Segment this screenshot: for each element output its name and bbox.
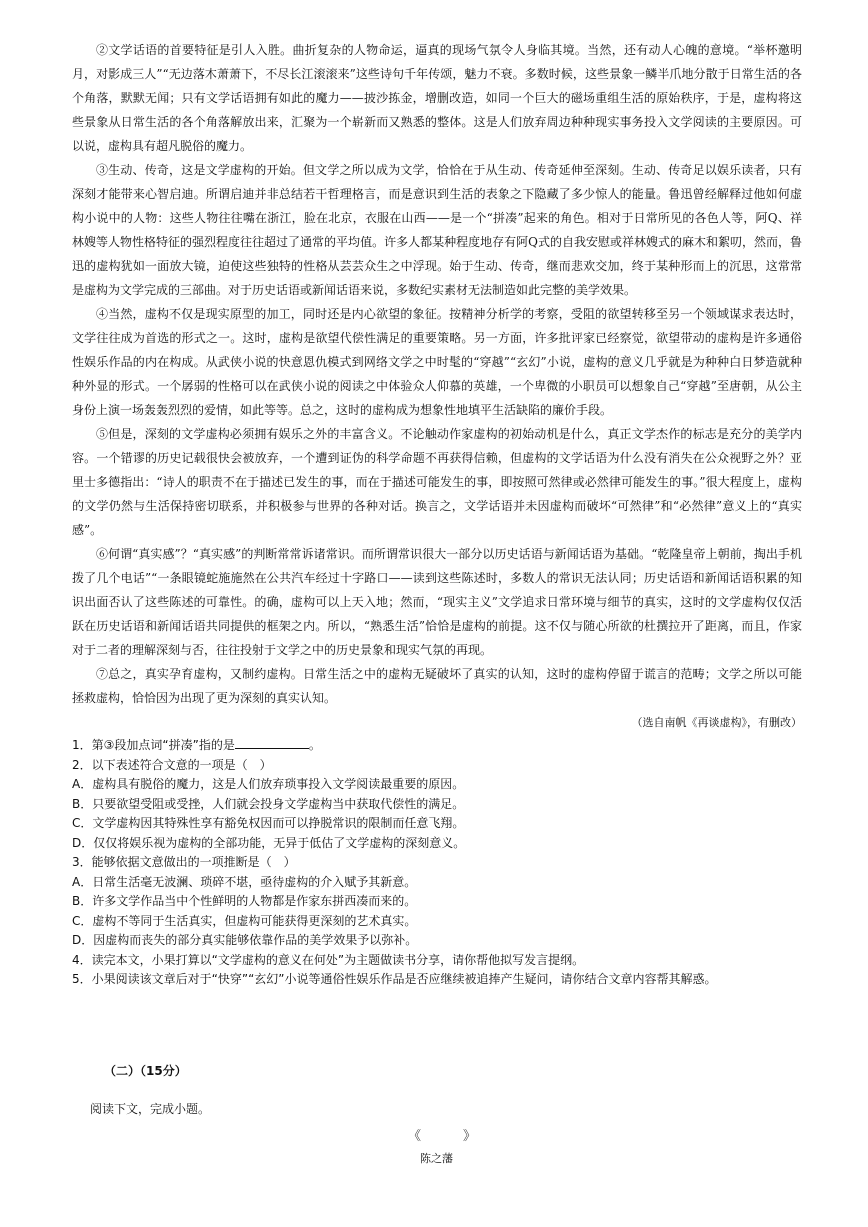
title-right-mark: 》 bbox=[463, 1129, 477, 1144]
question-2-option-d: D．仅仅将娱乐视为虚构的全部功能，无异于低估了文学虚构的深刻意义。 bbox=[72, 835, 466, 850]
paragraph-6: ⑥何谓“真实感”？“真实感”的判断常常诉诸常识。而所谓常识很大一部分以历史话语与新闻话语为基础。“乾隆皇帝上朝前，掏出手机拨了几个电话”“一条眼镜蛇施施然在公共汽车经过十字路口——读到这些陈述时，多数人的常识无法认同；历史话语和新闻话语积累的知识出面否认了这些陈述的可靠性。的确，虚构可以上天入地；然而，“现实主义”文学追求日常环境与细节的真实，这时的文学虚构仅仅活跃在历史话语和新闻话语共同提供的框架之内。所以，“熟悉生活”恰恰是虚构的前提。这不仅与随心所欲的杜撰拉开了距离，而且，作家对于二者的理解深刻与否，往往投射于文学之中的历史景象和现实气氛的再现。 bbox=[72, 547, 802, 657]
question-2-option-c: C．文学虚构因其特殊性享有豁免权因而可以挣脱常识的限制而任意飞翔。 bbox=[72, 816, 465, 830]
question-1 bbox=[72, 736, 802, 756]
question-3-option-c: C．虚构不等同于生活真实，但虚构可能获得更深刻的艺术真实。 bbox=[72, 913, 417, 928]
article-author: 陈之藩 bbox=[420, 1152, 453, 1165]
question-3-option-b: B．许多文学作品当中个性鲜明的人物都是作家东拼西凑而来的。 bbox=[72, 894, 417, 908]
title-left-mark: 《 bbox=[408, 1129, 422, 1144]
question-3-option-a: A．日常生活毫无波澜、琐碎不堪，亟待虚构的介入赋予其新意。 bbox=[72, 874, 417, 889]
section-2-instruction: 阅读下文，完成小题。 bbox=[90, 1102, 211, 1116]
question-1-end: 。 bbox=[308, 738, 321, 752]
question-2: 2．以下表述符合文意的一项是（ ） bbox=[72, 757, 272, 772]
question-3-option-d: D．因虚构而丧失的部分真实能够依靠作品的美学效果予以弥补。 bbox=[72, 933, 418, 947]
paragraph-5: ⑤但是，深刻的文学虚构必须拥有娱乐之外的丰富含义。不论触动作家虚构的初始动机是什么，真正文学杰作的标志是充分的美学内容。一个错谬的历史记载很快会被放弃，一个遭到证伪的科学命题不再获得信赖，但虚构的文学话语为什么没有消失在公众视野之外？亚里士多德指出：“诗人的职责不在于描述已发生的事，而在于描述可能发生的事，即按照可然律或必然律可能发生的事。”很大程度上，虚构的文学仍然与生活保持密切联系，并积极参与世界的各种对话。换言之，文学话语并未因虚构而破坏“可然律”和“必然律”意义上的“真实感”。 bbox=[72, 427, 802, 537]
question-3: 3．能够依据文意做出的一项推断是（ ） bbox=[72, 855, 296, 869]
question-2-option-a: A．虚构具有脱俗的魔力，这是人们放弃琐事投入文学阅读最重要的原因。 bbox=[72, 777, 465, 791]
paragraph-7: ⑦总之，真实孕育虚构，又制约虚构。日常生活之中的虚构无疑破坏了真实的认知，这时的虚构停留于谎言的范畴；文学之所以可能拯救虚构，恰恰因为出现了更为深刻的真实认知。 bbox=[72, 667, 802, 705]
question-5: 5．小果阅读该文章后对于“快穿”“玄幻”小说等通俗性娱乐作品是否应继续被追捧产生疑问，请你结合文章内容帮其解惑。 bbox=[72, 972, 717, 986]
question-1-text: 1．第③段加点词“拼凑”指的是 bbox=[72, 738, 235, 752]
paragraph-4: ④当然，虚构不仅是现实原型的加工，同时还是内心欲望的象征。按精神分析学的考察，受阻的欲望转移至另一个领域谋求表达时，文学往往成为首选的形式之一。这时，虚构是欲望代偿性满足的重要策略。另一方面，许多批评家已经察觉，欲望带动的虚构是许多通俗性娱乐作品的内在构成。从武侠小说的快意恩仇模式到网络文学之中时髦的“穿越”“玄幻”小说，虚构的意义几乎就是为种种白日梦造就种种外显的形式。一个孱弱的性格可以在武侠小说的阅读之中体验众人仰慕的英雄，一个卑微的小职员可以想象自己“穿越”至唐朝，从公主身份上演一场轰轰烈烈的爱情，如此等等。总之，这时的虚构成为想象性地填平生活缺陷的廉价手段。 bbox=[72, 307, 802, 417]
question-4: 4．读完本文，小果打算以“文学虚构的意义在何处”为主题做读书分享，请你帮他拟写发言提纲。 bbox=[72, 952, 585, 967]
paragraph-2: ②文学话语的首要特征是引人入胜。曲折复杂的人物命运，逼真的现场气氛令人身临其境。当然，还有动人心魄的意境。“举杯邀明月，对影成三人”“无边落木萧萧下，不尽长江滚滚来”这些诗句千年传颂，魅力不衰。多数时候，这些景象一鳞半爪地分散于日常生活的各个角落，默默无闻；只有文学话语拥有如此的魔力——披沙拣金，增删改造，如同一个巨大的磁场重组生活的原始秩序，于是，虚构将这些景象从日常生活的各个角落解放出来，汇聚为一个崭新而又熟悉的整体。这是人们放弃周边种种现实事务投入文学阅读的主要原因。可以说，虚构具有超凡脱俗的魔力。 bbox=[72, 43, 802, 153]
article-title bbox=[408, 1125, 476, 1144]
question-2-option-b: B．只要欲望受阻或受挫，人们就会投身文学虚构当中获取代偿性的满足。 bbox=[72, 796, 465, 811]
source-citation: （选自南帆《再谈虚构》，有删改） bbox=[631, 716, 802, 729]
question-list bbox=[72, 736, 802, 990]
document-page bbox=[72, 38, 802, 990]
answer-blank[interactable] bbox=[235, 736, 309, 749]
section-2-heading: （二）（15分） bbox=[104, 1064, 187, 1078]
paragraph-3: ③生动、传奇，这是文学虚构的开始。但文学之所以成为文学，恰恰在于从生动、传奇延伸至深刻。生动、传奇足以娱乐读者，只有深刻才能带来心智启迪。所谓启迪并非总结若干哲理格言，而是意识到生活的表象之下隐藏了多少惊人的能量。鲁迅曾经解释过他如何虚构小说中的人物：这些人物往往嘴在浙江，脸在北京，衣服在山西——是一个“拼凑”起来的角色。相对于日常所见的各色人等，阿Q、祥林嫂等人物性格特征的强烈程度往往超过了通常的平均值。许多人都某种程度地存有阿Q式的自我安慰或祥林嫂式的麻木和絮叨，然而，鲁迅的虚构犹如一面放大镜，迫使这些独特的性格从芸芸众生之中浮现。始于生动、传奇，继而悲欢交加，终于某种形而上的沉思，这常常是虚构为文学完成的三部曲。对于历史话语或新闻话语来说，多数纪实素材无法制造如此完整的美学效果。 bbox=[72, 163, 802, 297]
